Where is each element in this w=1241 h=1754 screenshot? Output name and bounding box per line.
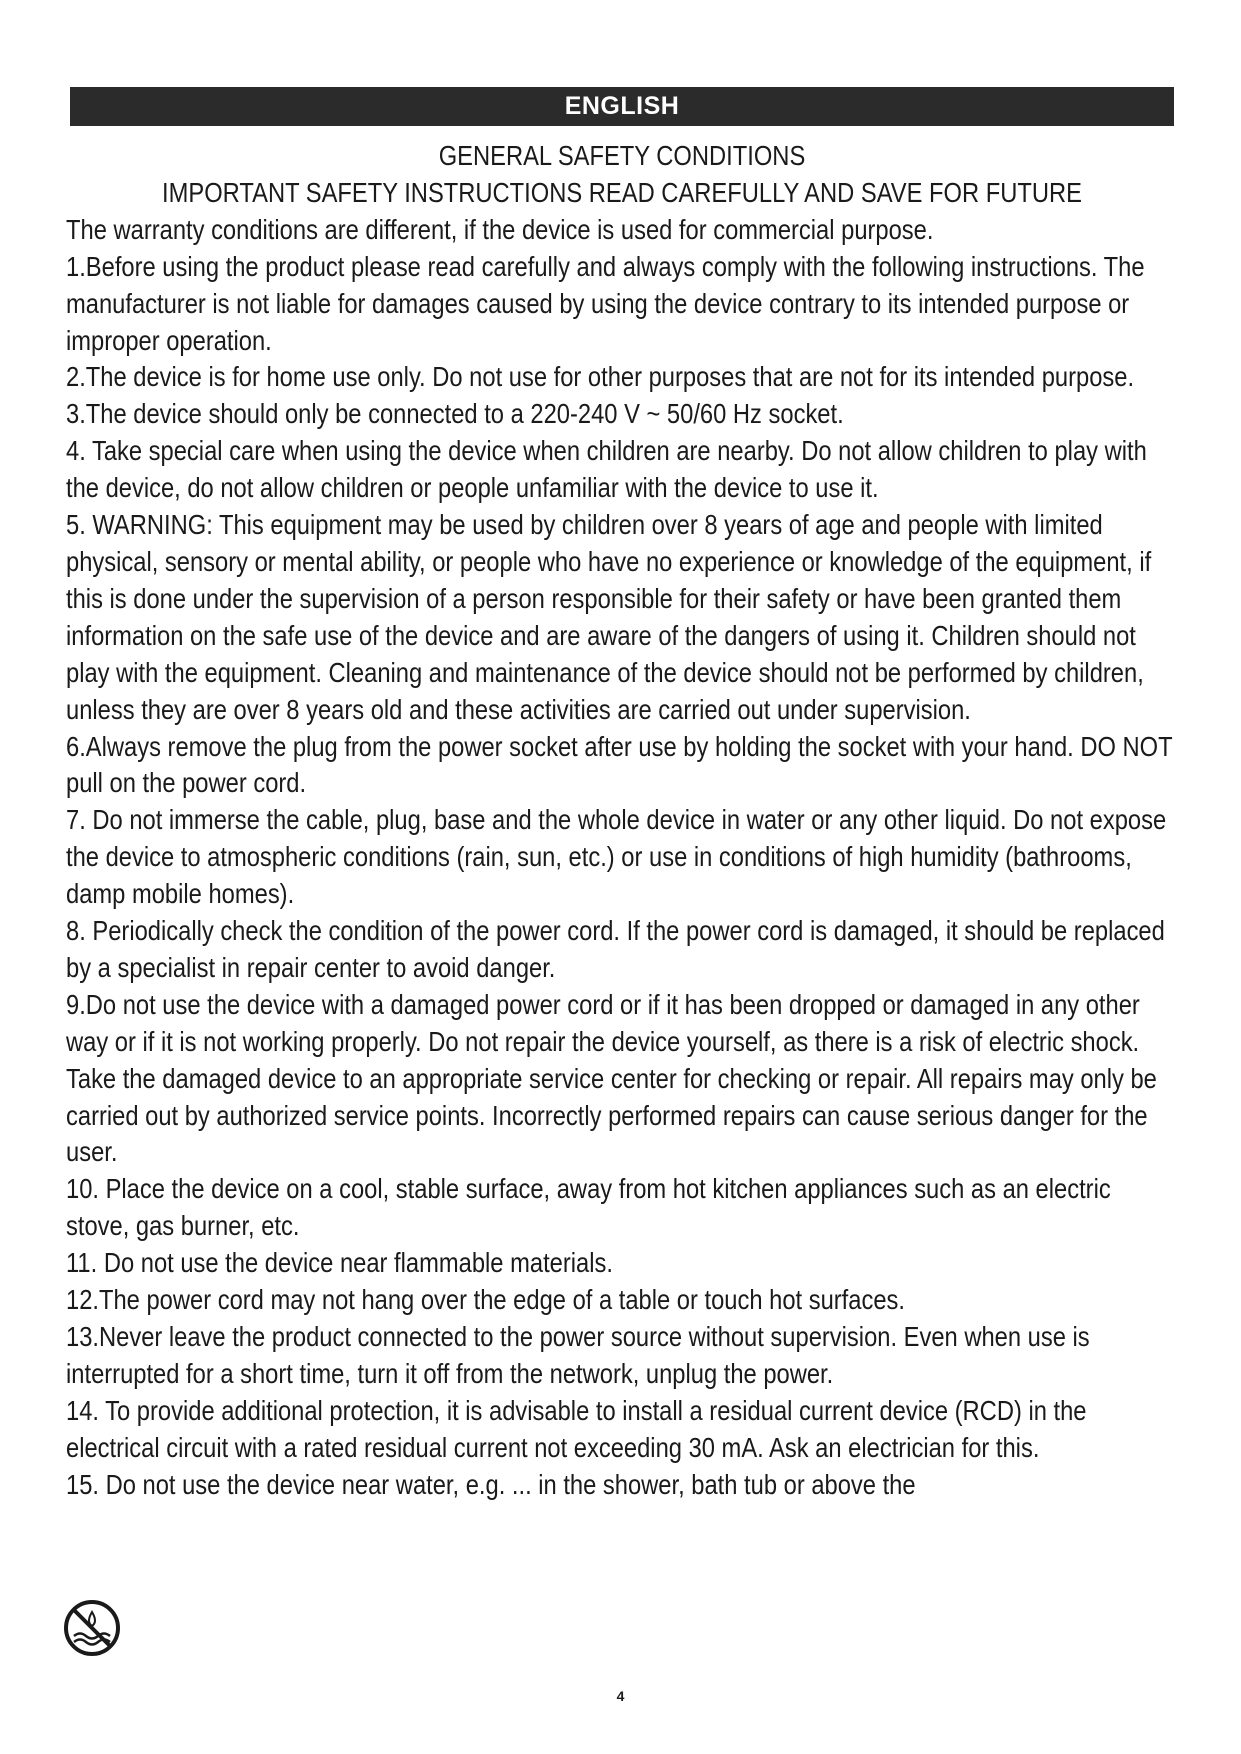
instruction-item-8: 8. Periodically check the condition of the power cord. If the power cord is damaged, it should be replaced by a specialist in repair center to avoid danger.: [66, 915, 1165, 983]
page-title: GENERAL SAFETY CONDITIONS: [438, 140, 806, 171]
warranty-note: The warranty conditions are different, if the device is used for commercial purpose.: [66, 213, 934, 245]
instruction-item-13: 13.Never leave the product connected to the power source without supervision. Even when use is interrupted for a short time, turn it off from the network, unplug the power.: [66, 1321, 1090, 1389]
instruction-item-6: 6.Always remove the plug from the power socket after use by holding the socket with your hand. DO NOT pull on the power cord.: [66, 730, 1173, 799]
no-water-icon: [62, 1598, 122, 1658]
instruction-item-12: 12.The power cord may not hang over the edge of a table or touch hot surfaces.: [66, 1284, 905, 1316]
instruction-item-11: 11. Do not use the device near flammable materials.: [66, 1247, 613, 1279]
instruction-item-4: 4. Take special care when using the device when children are nearby. Do not allow children to play with the device, do not allow children or people unfamiliar with the device to use it.: [66, 435, 1147, 504]
instruction-item-14: 14. To provide additional protection, it is advisable to install a residual current device (RCD) in the electrical circuit with a rated residual current not exceeding 30 mA. Ask an electrician for this.: [66, 1394, 1087, 1463]
instruction-item-15: 15. Do not use the device near water, e.g. ... in the shower, bath tub or above the: [66, 1468, 916, 1500]
instruction-item-7: 7. Do not immerse the cable, plug, base and the whole device in water or any other liquid. Do not expose the device to atmospheric conditions (rain, sun, etc.) or use in conditions of high humidity (bathrooms, damp mobile homes).: [66, 804, 1167, 910]
safety-instructions: [66, 138, 1178, 1504]
instruction-item-9: 9.Do not use the device with a damaged power cord or if it has been dropped or damaged in any other way or if it is not working properly. Do not repair the device yourself, as there is a risk of electric shock. Take the damaged device to an appropriate service center for checking or repair. All repairs may only be carried out by authorized service points. Incorrectly performed repairs can cause serious danger for the user.: [66, 988, 1157, 1168]
language-header-bar: ENGLISH: [70, 87, 1174, 126]
instruction-item-2: 2.The device is for home use only. Do not use for other purposes that are not for its intended purpose.: [66, 361, 1135, 393]
instruction-item-3: 3.The device should only be connected to a 220-240 V ~ 50/60 Hz socket.: [66, 398, 844, 430]
page-subtitle: IMPORTANT SAFETY INSTRUCTIONS READ CAREFULLY AND SAVE FOR FUTURE: [162, 176, 1082, 208]
page-number: 4: [616, 1688, 625, 1704]
instruction-item-1: 1.Before using the product please read carefully and always comply with the following instructions. The manufacturer is not liable for damages caused by using the device contrary to its intended purpose or improper operation.: [66, 250, 1145, 356]
instruction-item-5: 5. WARNING: This equipment may be used by children over 8 years of age and people with limited physical, sensory or mental ability, or people who have no experience or knowledge of the equipment, if this is done under the supervision of a person responsible for their safety or have been granted them information on the safe use of the device and are aware of the dangers of using it. Children should not play with the equipment. Cleaning and maintenance of the device should not be performed by children, unless they are over 8 years old and these activities are carried out under supervision.: [66, 509, 1152, 725]
instruction-item-10: 10. Place the device on a cool, stable surface, away from hot kitchen appliances such as an electric stove, gas burner, etc.: [66, 1173, 1111, 1242]
